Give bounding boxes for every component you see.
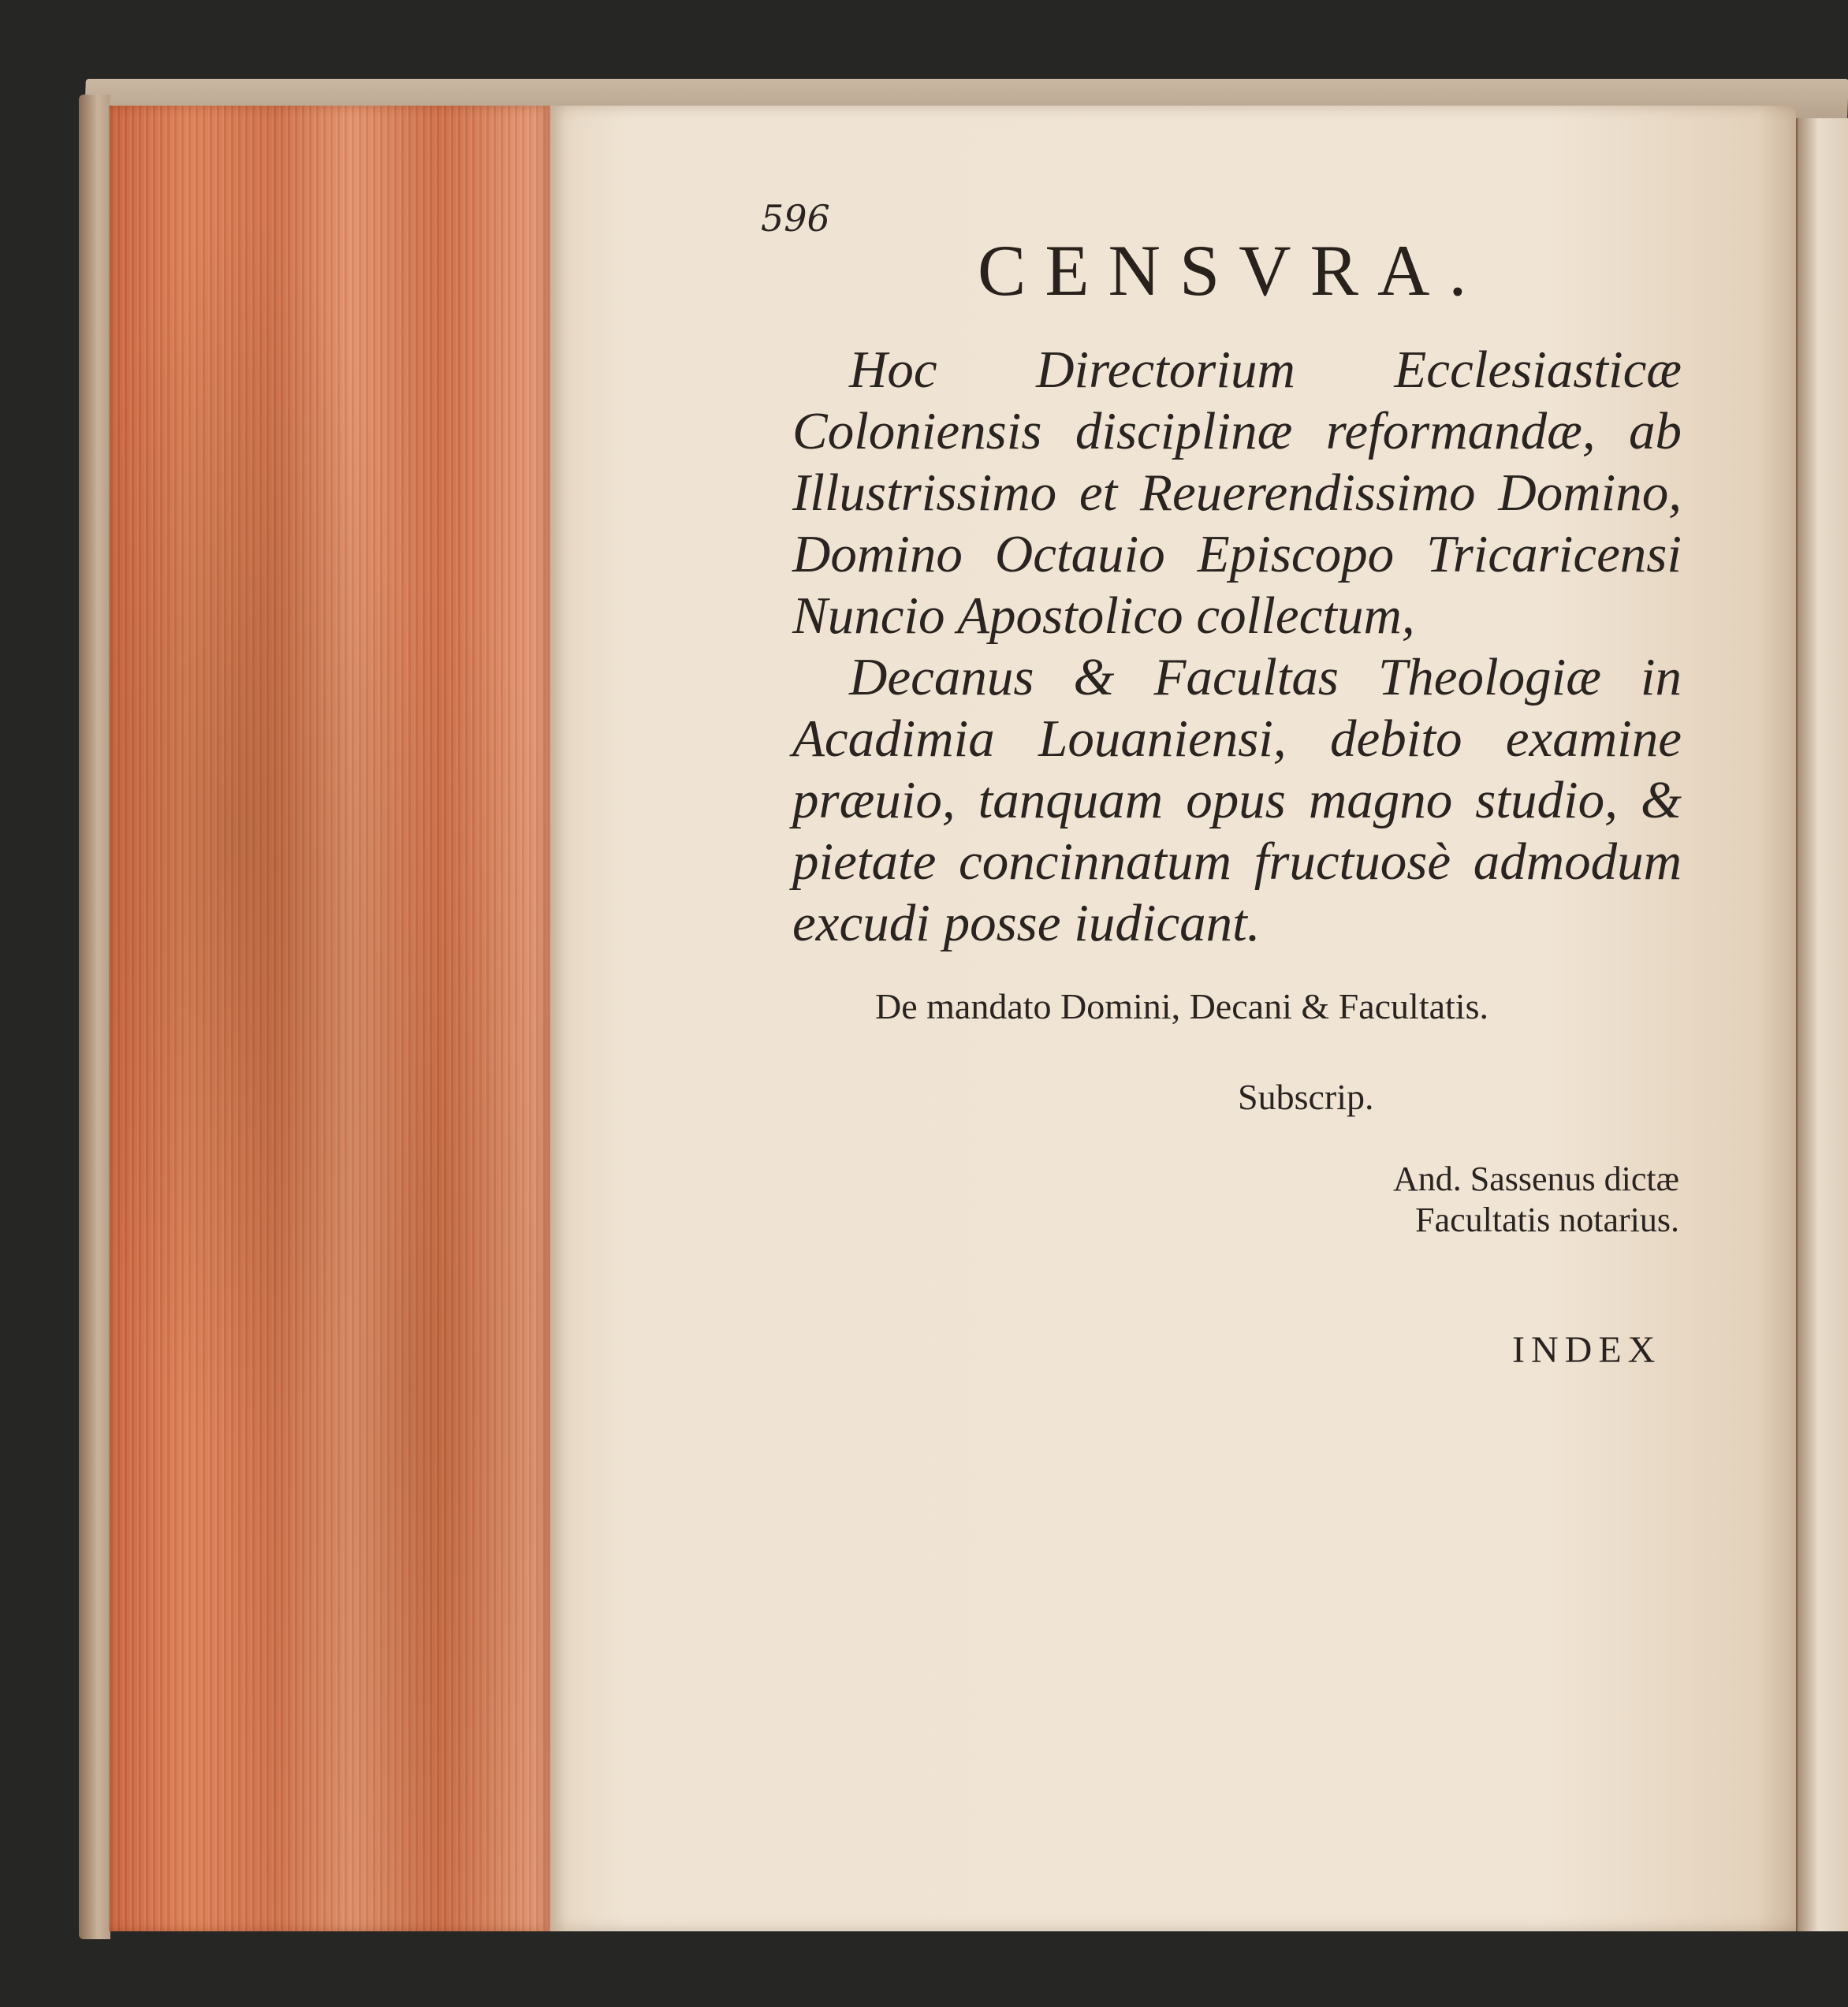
red-stained-page-edges [109, 106, 550, 1931]
signature-name: And. Sassenus dictæ [1393, 1160, 1679, 1198]
book-cover-spine-edge [79, 95, 110, 1939]
signature-block [1340, 1159, 1679, 1241]
subscription-line: Subscrip. [1238, 1077, 1374, 1117]
censura-text [792, 339, 1682, 954]
mandate-line: De mandato Domini, Decani & Facultatis. [875, 986, 1488, 1026]
paragraph: Decanus & Facultas Theologiæ in Acadimia Louaniensi, debito examine præuio, tanquam opus magno studio, & pietate concinnatum fructuosè admodum excudi posse iudicant. [792, 648, 1682, 952]
paragraph: Hoc Directorium Ecclesiasticæ Coloniensis disciplinæ reformandæ, ab Illustrissimo et Reuerendissimo Domino, Domino Octauio Episcopo Tricaricensi Nuncio Apostolico collectum, [792, 341, 1682, 645]
catchword: INDEX [1512, 1329, 1662, 1371]
facing-page-edge [1796, 118, 1848, 1931]
signature-title: Facultatis notarius. [1415, 1201, 1679, 1239]
page-number: 596 [761, 197, 830, 240]
page-heading: CENSVRA. [978, 230, 1486, 311]
